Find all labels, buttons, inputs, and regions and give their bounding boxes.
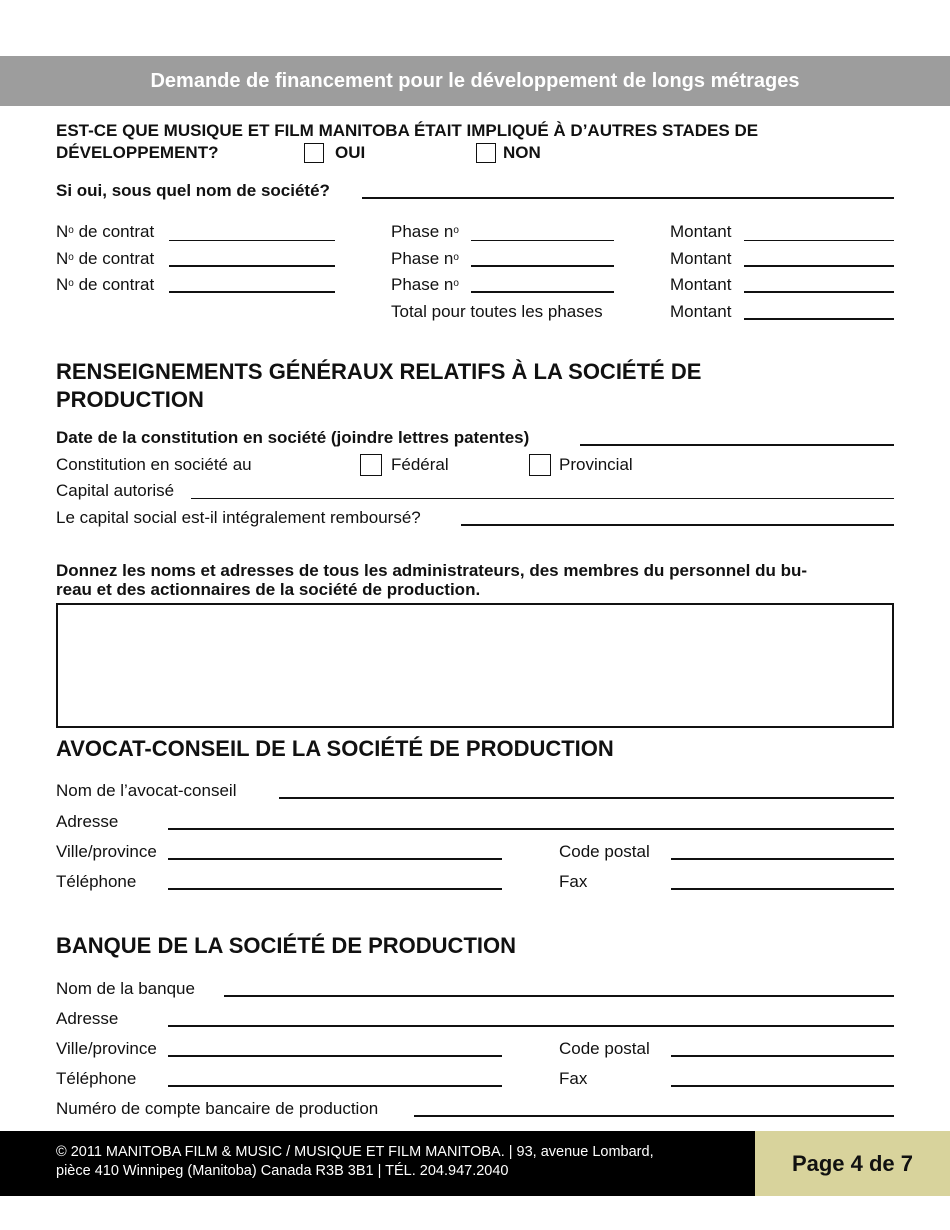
bank-address-label: Adresse (56, 1009, 119, 1028)
amount-field[interactable] (744, 240, 894, 241)
document-header: Demande de financement pour le développement de longs métrages (0, 56, 950, 106)
lawyer-postal-label: Code postal (559, 842, 650, 861)
footer-copyright (56, 1143, 654, 1181)
phase-number-label: Phase $n^o$ (391, 275, 459, 294)
bank-heading: BANQUE DE LA SOCIÉTÉ DE PRODUCTION (56, 933, 516, 958)
authorized-capital-field[interactable] (191, 498, 894, 499)
amount-label: Montant (670, 222, 732, 241)
phase-number-label: Phase $n^o$ (391, 249, 459, 268)
federal-checkbox[interactable] (360, 454, 382, 476)
footer-line2: pièce 410 Winnipeg (Manitoba) Canada R3B 3B1 | TÉL. 204.947.2040 (56, 1163, 509, 1179)
capital-repaid-label: Le capital social est-il intégralement remboursé? (56, 508, 421, 527)
non-label: NON (503, 143, 541, 162)
total-phases-label: Total pour toutes les phases (391, 302, 603, 321)
bank-city-label: Ville/province (56, 1039, 157, 1058)
bank-city-field[interactable] (168, 1055, 502, 1057)
contract-number-field[interactable] (169, 291, 335, 293)
contract-number-field[interactable] (169, 265, 335, 267)
incorporation-date-field[interactable] (580, 444, 894, 446)
bank-phone-label: Téléphone (56, 1069, 137, 1088)
contract-number-field[interactable] (169, 240, 335, 241)
total-amount-label: Montant (670, 302, 732, 321)
phase-number-field[interactable] (471, 240, 614, 241)
directors-instruction-line1: Donnez les noms et adresses de tous les administrateurs, des membres du personnel du bu- (56, 561, 808, 580)
lawyer-address-field[interactable] (168, 828, 894, 830)
provincial-label: Provincial (559, 455, 633, 474)
lawyer-fax-label: Fax (559, 872, 588, 891)
lawyer-fax-field[interactable] (671, 888, 894, 890)
incorporation-at-label: Constitution en société au (56, 455, 252, 474)
authorized-capital-label: Capital autorisé (56, 481, 175, 500)
lawyer-city-label: Ville/province (56, 842, 157, 861)
footer-line1: © 2011 MANITOBA FILM & MUSIC / MUSIQUE ET FILM MANITOBA. | 93, avenue Lombard, (56, 1144, 654, 1160)
company-name-field[interactable] (362, 197, 894, 199)
bank-name-label: Nom de la banque (56, 979, 195, 998)
contract-number-label: $N^o$ de contrat (56, 222, 155, 241)
non-checkbox[interactable] (476, 143, 496, 163)
bank-postal-field[interactable] (671, 1055, 894, 1057)
phase-number-label: Phase $n^o$ (391, 222, 459, 241)
phase-number-field[interactable] (471, 265, 614, 267)
involvement-question-line2: DÉVELOPPEMENT? (56, 143, 219, 162)
amount-label: Montant (670, 249, 732, 268)
lawyer-heading: AVOCAT-CONSEIL DE LA SOCIÉTÉ DE PRODUCTION (56, 736, 614, 761)
general-info-heading-line2: PRODUCTION (56, 387, 204, 412)
contract-number-label: $N^o$ de contrat (56, 249, 155, 268)
lawyer-city-field[interactable] (168, 858, 502, 860)
bank-name-field[interactable] (224, 995, 894, 997)
total-amount-field[interactable] (744, 318, 894, 320)
amount-label: Montant (670, 275, 732, 294)
lawyer-address-label: Adresse (56, 812, 119, 831)
lawyer-phone-label: Téléphone (56, 872, 137, 891)
page-number: Page 4 de 7 (755, 1131, 950, 1196)
contract-number-label: $N^o$ de contrat (56, 275, 155, 294)
bank-fax-field[interactable] (671, 1085, 894, 1087)
phase-number-field[interactable] (471, 291, 614, 293)
lawyer-name-field[interactable] (279, 797, 894, 799)
amount-field[interactable] (744, 265, 894, 267)
capital-repaid-field[interactable] (461, 524, 894, 526)
company-name-label: Si oui, sous quel nom de société? (56, 181, 330, 200)
oui-label: OUI (335, 143, 366, 162)
amount-field[interactable] (744, 291, 894, 293)
bank-phone-field[interactable] (168, 1085, 502, 1087)
provincial-checkbox[interactable] (529, 454, 551, 476)
bank-address-field[interactable] (168, 1025, 894, 1027)
bank-fax-label: Fax (559, 1069, 588, 1088)
bank-account-label: Numéro de compte bancaire de production (56, 1099, 379, 1118)
involvement-question-line1: EST-CE QUE MUSIQUE ET FILM MANITOBA ÉTAIT IMPLIQUÉ À D’AUTRES STADES DE (56, 121, 759, 140)
federal-label: Fédéral (391, 455, 449, 474)
incorporation-date-label: Date de la constitution en société (joindre lettres patentes) (56, 428, 530, 447)
directors-textarea[interactable] (56, 603, 894, 728)
lawyer-phone-field[interactable] (168, 888, 502, 890)
directors-instruction-line2: reau et des actionnaires de la société de production. (56, 580, 481, 599)
lawyer-postal-field[interactable] (671, 858, 894, 860)
lawyer-name-label: Nom de l’avocat-conseil (56, 781, 237, 800)
bank-account-field[interactable] (414, 1115, 894, 1117)
general-info-heading-line1: RENSEIGNEMENTS GÉNÉRAUX RELATIFS À LA SOCIÉTÉ DE (56, 359, 702, 384)
bank-postal-label: Code postal (559, 1039, 650, 1058)
oui-checkbox[interactable] (304, 143, 324, 163)
